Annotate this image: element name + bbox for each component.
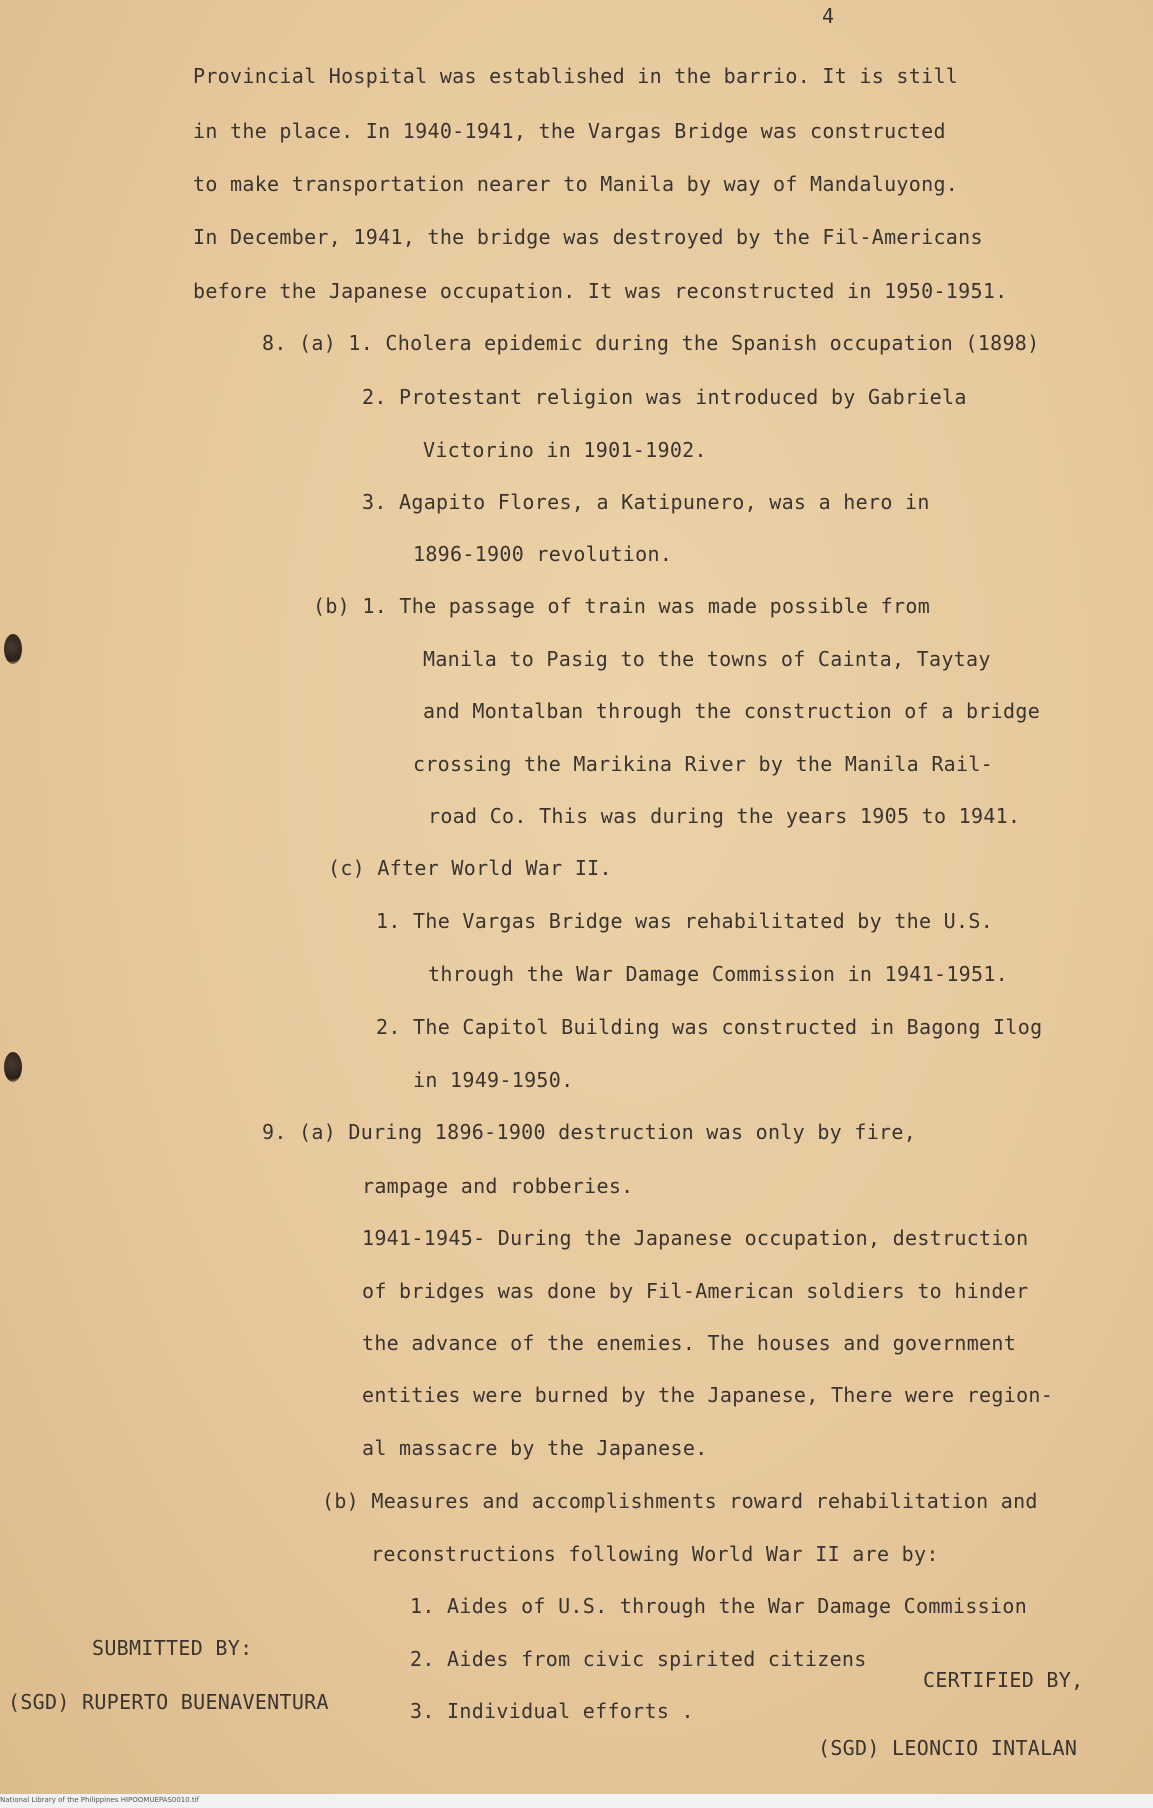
text-line: to make transportation nearer to Manila by way of Mandaluyong. (193, 172, 959, 196)
text-line: 1. Aides of U.S. through the War Damage Commission (410, 1594, 1028, 1618)
text-line: 2. Protestant religion was introduced by Gabriela (362, 385, 967, 409)
text-line: Manila to Pasig to the towns of Cainta, Taytay (423, 647, 991, 671)
text-line: before the Japanese occupation. It was reconstructed in 1950-1951. (193, 279, 1008, 303)
text-line: rampage and robberies. (362, 1174, 634, 1198)
scan-footer: National Library of the Philippines HIPOOMUEPAS0010.tif (0, 1796, 200, 1804)
signature-line: CERTIFIED BY, (923, 1668, 1084, 1692)
punch-hole-bottom (4, 1052, 22, 1082)
signature-line: SUBMITTED BY: (92, 1636, 253, 1660)
text-line: 1896-1900 revolution. (413, 542, 673, 566)
text-line: of bridges was done by Fil-American soldiers to hinder (362, 1279, 1029, 1303)
signature-line: (SGD) RUPERTO BUENAVENTURA (8, 1690, 329, 1714)
text-line: 1941-1945- During the Japanese occupation, destruction (362, 1226, 1029, 1250)
text-line: al massacre by the Japanese. (362, 1436, 708, 1460)
text-line: reconstructions following World War II are by: (371, 1542, 939, 1566)
text-line: in 1949-1950. (413, 1068, 574, 1092)
signature-line: (SGD) LEONCIO INTALAN (818, 1736, 1078, 1760)
text-line: (c) After World War II. (328, 856, 612, 880)
text-line: through the War Damage Commission in 1941-1951. (428, 962, 1009, 986)
punch-hole-top (4, 634, 22, 664)
text-line: 3. Agapito Flores, a Katipunero, was a hero in (362, 490, 930, 514)
text-line: 9. (a) During 1896-1900 destruction was only by fire, (262, 1120, 917, 1144)
text-line: (b) Measures and accomplishments roward rehabilitation and (322, 1489, 1038, 1513)
text-line: 3. Individual efforts . (410, 1699, 694, 1723)
text-line: and Montalban through the construction of a bridge (423, 699, 1041, 723)
text-line: Provincial Hospital was established in the barrio. It is still (193, 64, 959, 88)
text-line: crossing the Marikina River by the Manila Rail- (413, 752, 994, 776)
text-line: (b) 1. The passage of train was made possible from (313, 594, 931, 618)
text-line: In December, 1941, the bridge was destroyed by the Fil-Americans (193, 225, 983, 249)
text-line: in the place. In 1940-1941, the Vargas Bridge was constructed (193, 119, 946, 143)
text-line: 8. (a) 1. Cholera epidemic during the Spanish occupation (1898) (262, 331, 1040, 355)
text-line: 2. Aides from civic spirited citizens (410, 1647, 867, 1671)
text-line: entities were burned by the Japanese, There were region- (362, 1383, 1054, 1407)
text-line: Victorino in 1901-1902. (423, 438, 707, 462)
text-line: 1. The Vargas Bridge was rehabilitated by the U.S. (376, 909, 994, 933)
text-line: 2. The Capitol Building was constructed in Bagong Ilog (376, 1015, 1043, 1039)
text-line: road Co. This was during the years 1905 to 1941. (428, 804, 1021, 828)
text-line: the advance of the enemies. The houses and government (362, 1331, 1017, 1355)
page-number: 4 (822, 4, 835, 28)
